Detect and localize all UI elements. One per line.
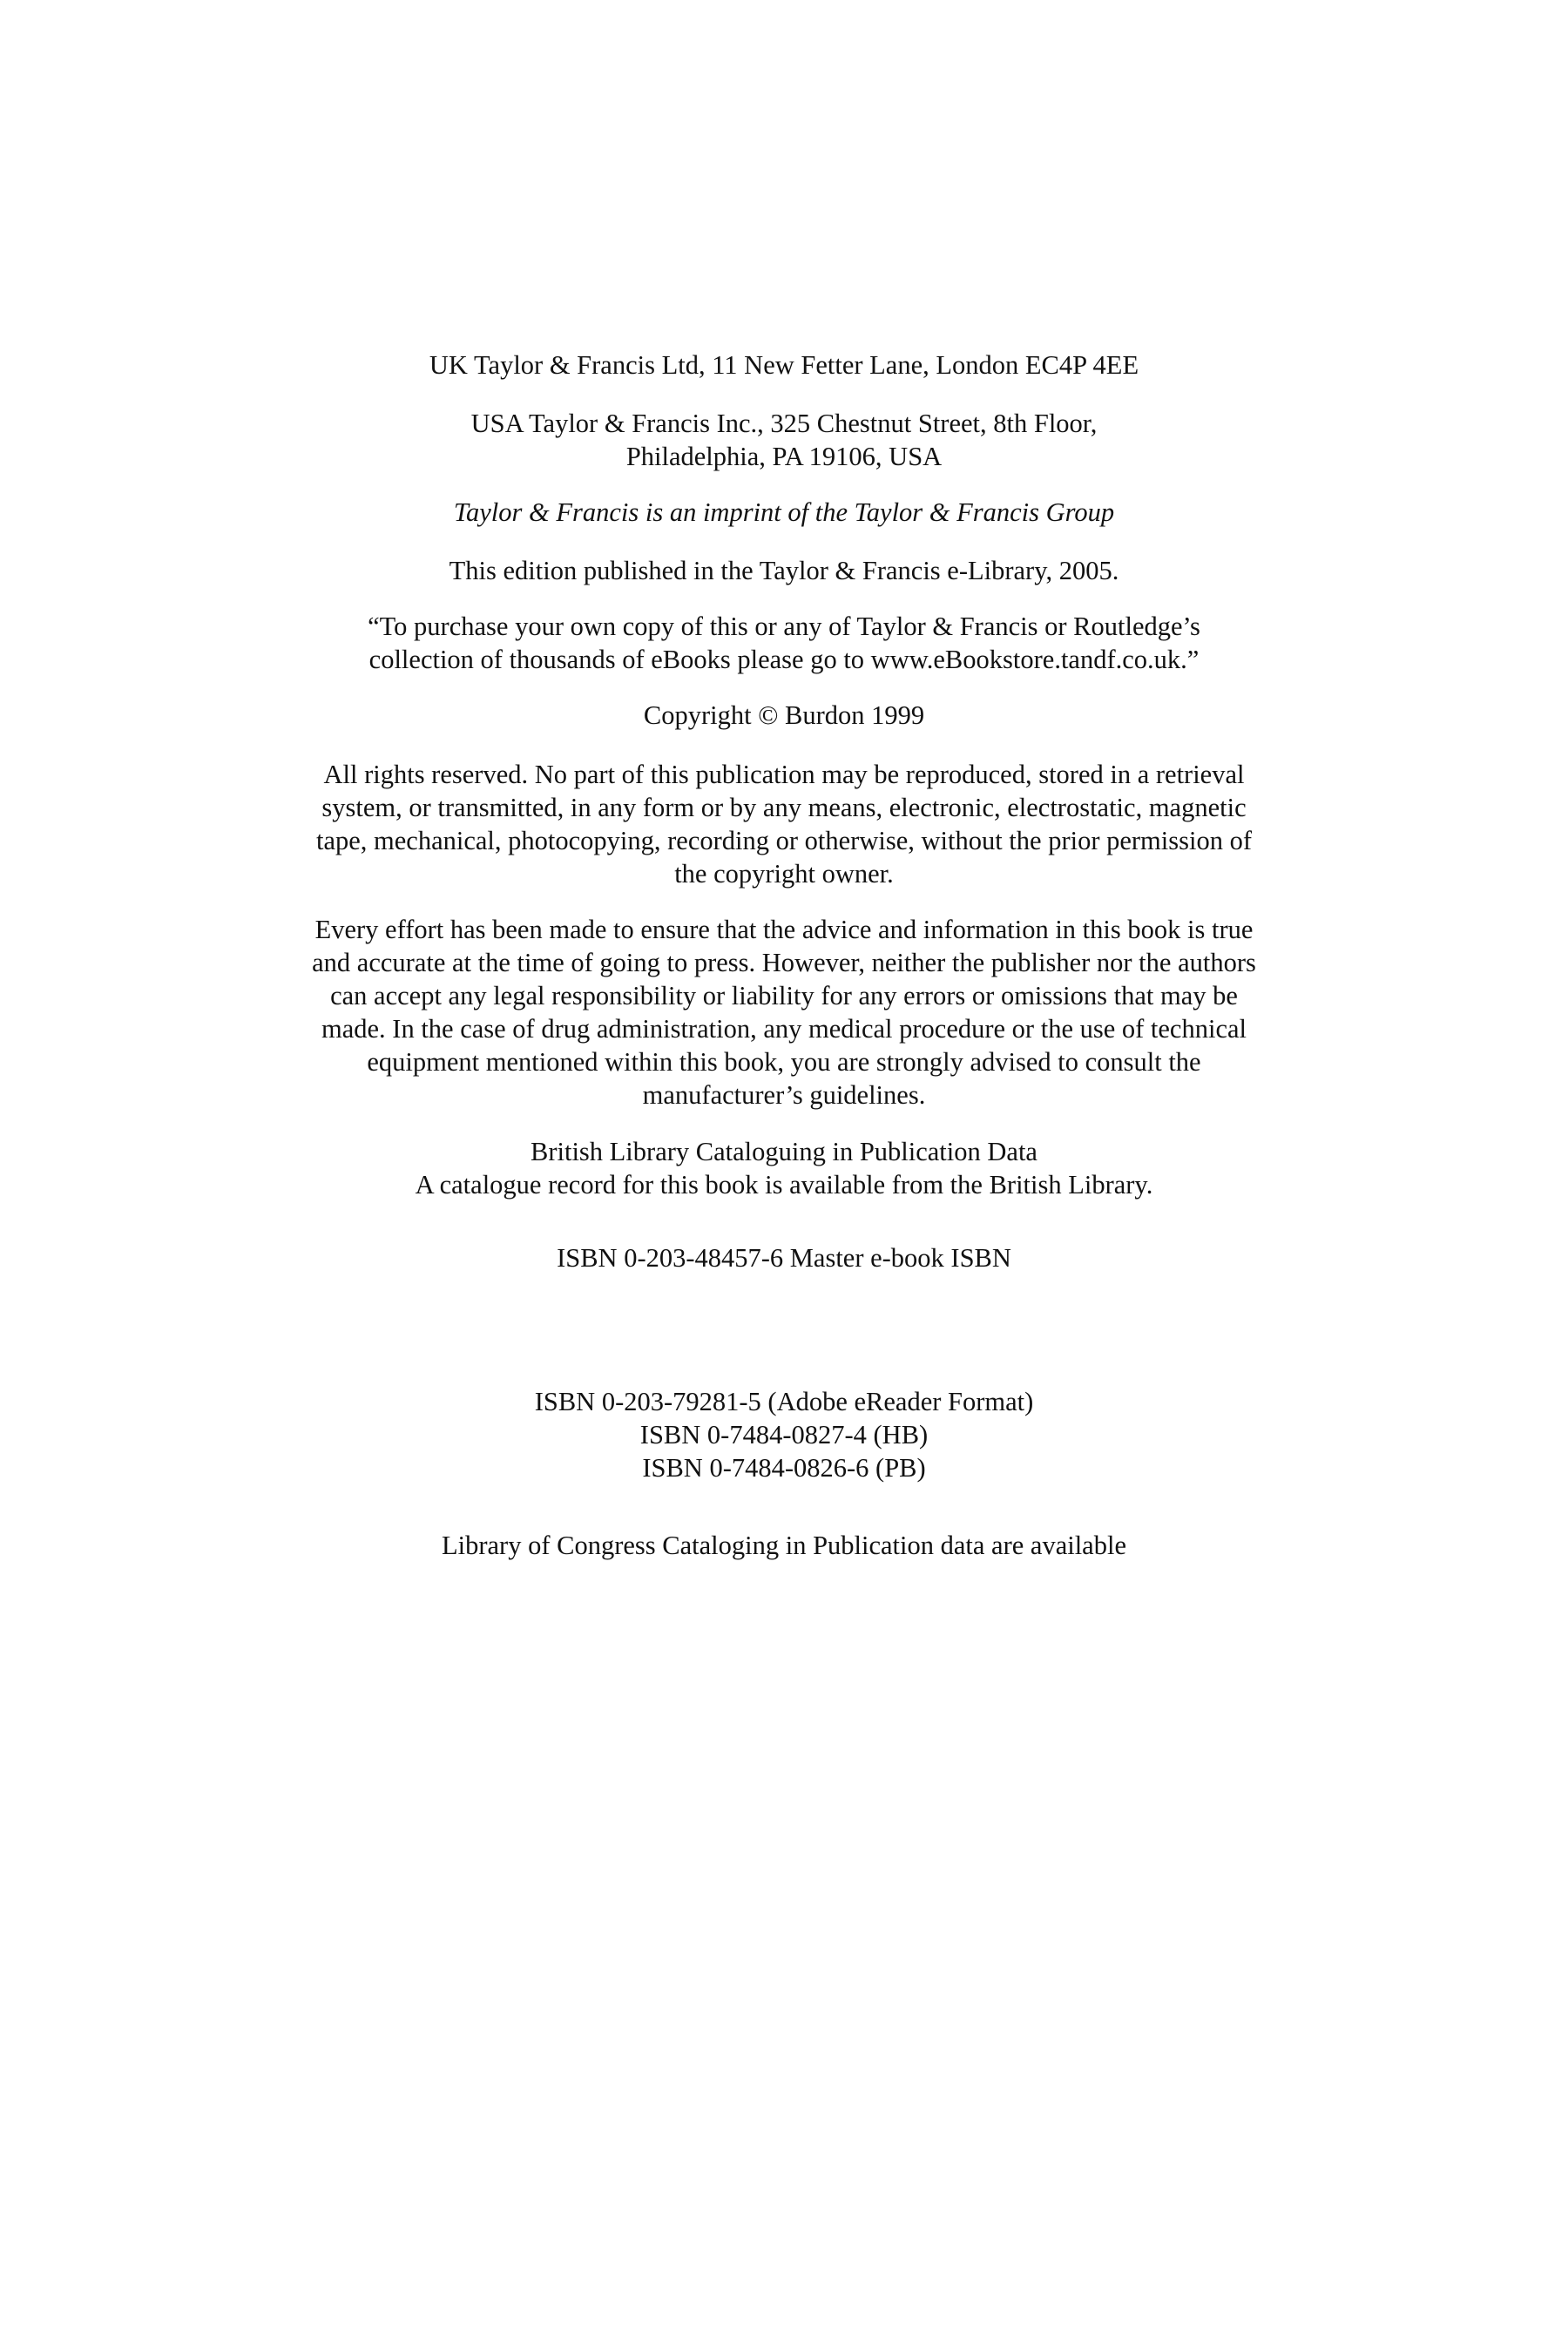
uk-address	[226, 348, 1342, 382]
loc-line: Library of Congress Cataloging in Publication data are available	[442, 1531, 1126, 1560]
isbn-master	[226, 1241, 1342, 1274]
copyright-line: Copyright © Burdon 1999	[643, 700, 925, 730]
isbn-formats	[226, 1385, 1342, 1484]
rights-line-1: All rights reserved. No part of this publication may be reproduced, stored in a retrieval	[323, 760, 1245, 789]
purchase-notice-line-2: collection of thousands of eBooks please go to www.eBookstore.tandf.co.uk.”	[368, 645, 1200, 674]
disclaimer-line-2: and accurate at the time of going to press. However, neither the publisher nor the authors	[312, 948, 1256, 977]
rights-line-2: system, or transmitted, in any form or by any means, electronic, electrostatic, magnetic	[321, 793, 1247, 822]
rights-reserved	[226, 758, 1342, 890]
edition-line: This edition published in the Taylor & Francis e-Library, 2005.	[449, 556, 1119, 585]
purchase-notice-line-1: “To purchase your own copy of this or any of Taylor & Francis or Routledge’s	[368, 612, 1200, 641]
purchase-notice	[226, 610, 1342, 676]
isbn-master-line: ISBN 0-203-48457-6 Master e-book ISBN	[557, 1243, 1011, 1273]
isbn-hb-line: ISBN 0-7484-0827-4 (HB)	[639, 1420, 929, 1450]
disclaimer-line-6: manufacturer’s guidelines.	[642, 1080, 926, 1110]
disclaimer-line-5: equipment mentioned within this book, you are strongly advised to consult the	[367, 1047, 1201, 1077]
imprint-statement	[226, 496, 1342, 529]
loc-cataloging	[226, 1529, 1342, 1562]
rights-line-4: the copyright owner.	[674, 859, 894, 889]
disclaimer-line-4: made. In the case of drug administration, any medical procedure or the use of technical	[321, 1014, 1247, 1044]
usa-address	[226, 407, 1342, 473]
uk-address-line: UK Taylor & Francis Ltd, 11 New Fetter Lane, London EC4P 4EE	[429, 350, 1139, 380]
edition-statement	[226, 554, 1342, 587]
cataloguing-data	[226, 1135, 1342, 1201]
disclaimer-line-1: Every effort has been made to ensure that the advice and information in this book is true	[314, 915, 1254, 944]
imprint-line: Taylor & Francis is an imprint of the Taylor & Francis Group	[453, 497, 1115, 527]
rights-line-3: tape, mechanical, photocopying, recording or otherwise, without the prior permission of	[316, 826, 1252, 855]
isbn-adobe-line: ISBN 0-203-79281-5 (Adobe eReader Format)	[534, 1387, 1034, 1416]
usa-address-line-1: USA Taylor & Francis Inc., 325 Chestnut Street, 8th Floor,	[470, 409, 1098, 438]
cataloguing-line-1: British Library Cataloguing in Publication Data	[531, 1137, 1037, 1166]
usa-address-line-2: Philadelphia, PA 19106, USA	[625, 442, 943, 471]
disclaimer	[226, 913, 1342, 1112]
cataloguing-line-2: A catalogue record for this book is available from the British Library.	[415, 1170, 1153, 1200]
isbn-pb-line: ISBN 0-7484-0826-6 (PB)	[642, 1453, 926, 1483]
disclaimer-line-3: can accept any legal responsibility or liability for any errors or omissions that may be	[330, 981, 1238, 1010]
copyright-notice	[226, 699, 1342, 732]
